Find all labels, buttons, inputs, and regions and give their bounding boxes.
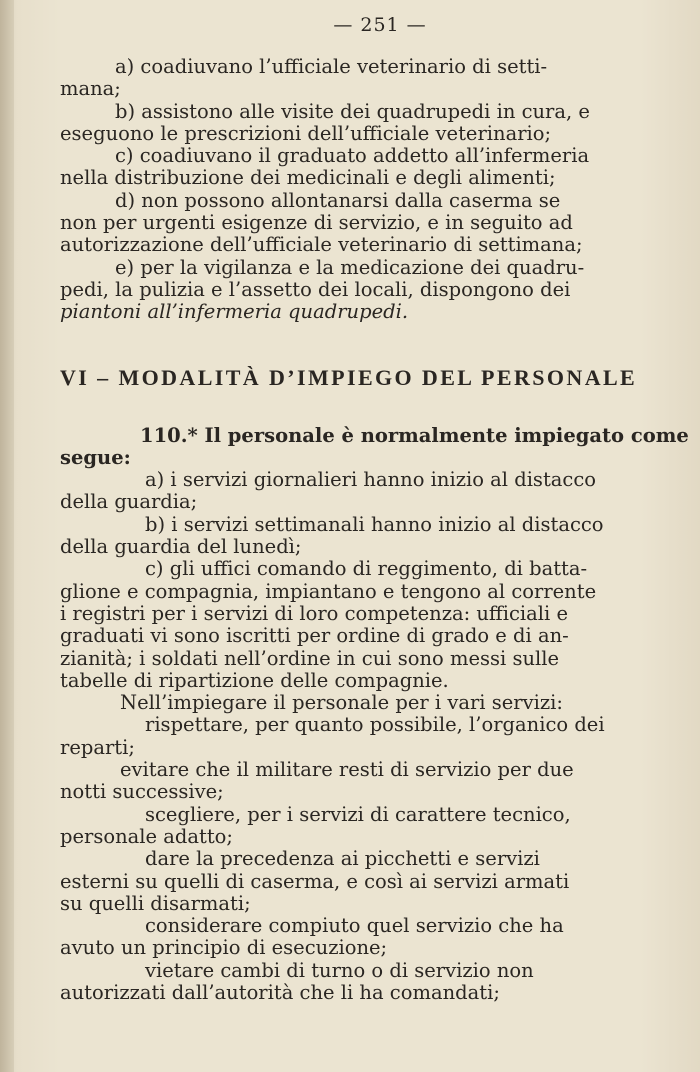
- item-a-line2: mana;: [60, 77, 121, 101]
- item-a-line1: a) coadiuvano l’ufficiale veterinario di setti-: [115, 55, 548, 78]
- rule1-line2: reparti;: [60, 735, 135, 759]
- item-d-line1: d) non possono allontanarsi dalla caserma se: [115, 188, 561, 212]
- item-c-line1: c) coadiuvano il graduato addetto all’infermeria: [115, 144, 590, 168]
- rule5-line2: avuto un principio di esecuzione;: [60, 936, 388, 960]
- rule6-line2: autorizzati dall’autorità che li ha comandati;: [60, 980, 500, 1004]
- impiego-intro: Nell’impiegare il personale per i vari servizi:: [120, 691, 563, 715]
- item-d-line2: non per urgenti esigenze di servizio, e in seguito ad: [60, 211, 573, 235]
- item-b-line1: b) assistono alle visite dei quadrupedi in cura, e: [115, 99, 590, 123]
- book-spine-shadow: [0, 0, 14, 1072]
- rule1-line1: rispettare, per quanto possibile, l’organico dei: [145, 713, 605, 737]
- rule6-line1: vietare cambi di turno o di servizio non: [145, 958, 534, 982]
- section-title: VI – MODALITÀ D’IMPIEGO DEL PERSONALE: [60, 364, 638, 390]
- rule4-line2: esterni su quelli di caserma, e così ai servizi armati: [60, 869, 570, 893]
- item110-c-line5: zianità; i soldati nell’ordine in cui sono messi sulle: [60, 646, 560, 670]
- item110-b-line2: della guardia del lunedì;: [60, 535, 302, 559]
- item110-c-line6: tabelle di ripartizione delle compagnie.: [60, 668, 449, 692]
- para110-line1: 110.* Il personale è normalmente impiegato come: [140, 423, 689, 447]
- item-b-line2: eseguono le prescrizioni dell’ufficiale veterinario;: [60, 121, 552, 145]
- item-d-line3: autorizzazione dell’ufficiale veterinario di settimana;: [60, 233, 583, 257]
- item-e-line2: pedi, la pulizia e l’assetto dei locali, dispongono dei: [60, 277, 571, 301]
- page-number: — 251 —: [333, 14, 427, 36]
- rule5-line1: considerare compiuto quel servizio che ha: [145, 914, 564, 938]
- item-e-line1: e) per la vigilanza e la medicazione dei quadru-: [115, 255, 585, 279]
- paragraph-110: [60, 423, 689, 1005]
- item110-c-line1: c) gli uffici comando di reggimento, di batta-: [145, 557, 588, 581]
- rule2-line1: evitare che il militare resti di servizio per due: [120, 758, 574, 782]
- para110-line2: segue:: [60, 445, 131, 469]
- item-e-line3: piantoni all’infermeria quadrupedi.: [60, 300, 409, 324]
- rule4-line3: su quelli disarmati;: [60, 891, 251, 915]
- item110-b-line1: b) i servizi settimanali hanno inizio al distacco: [145, 512, 604, 536]
- item-c-line2: nella distribuzione dei medicinali e degli alimenti;: [60, 166, 556, 190]
- rule3-line1: scegliere, per i servizi di carattere tecnico,: [145, 802, 571, 826]
- rule2-line2: notti successive;: [60, 780, 224, 804]
- item110-c-line4: graduati vi sono iscritti per ordine di grado e di an-: [60, 624, 569, 648]
- item110-a-line2: della guardia;: [60, 490, 198, 514]
- item110-c-line3: i registri per i servizi di loro competenza: ufficiali e: [60, 601, 568, 625]
- item110-c-line2: glione e compagnia, impiantano e tengono al corrente: [60, 579, 597, 603]
- rule3-line2: personale adatto;: [60, 824, 233, 848]
- item110-a-line1: a) i servizi giornalieri hanno inizio al distacco: [145, 468, 596, 492]
- top-list: [60, 56, 660, 324]
- rule4-line1: dare la precedenza ai picchetti e servizi: [145, 847, 540, 871]
